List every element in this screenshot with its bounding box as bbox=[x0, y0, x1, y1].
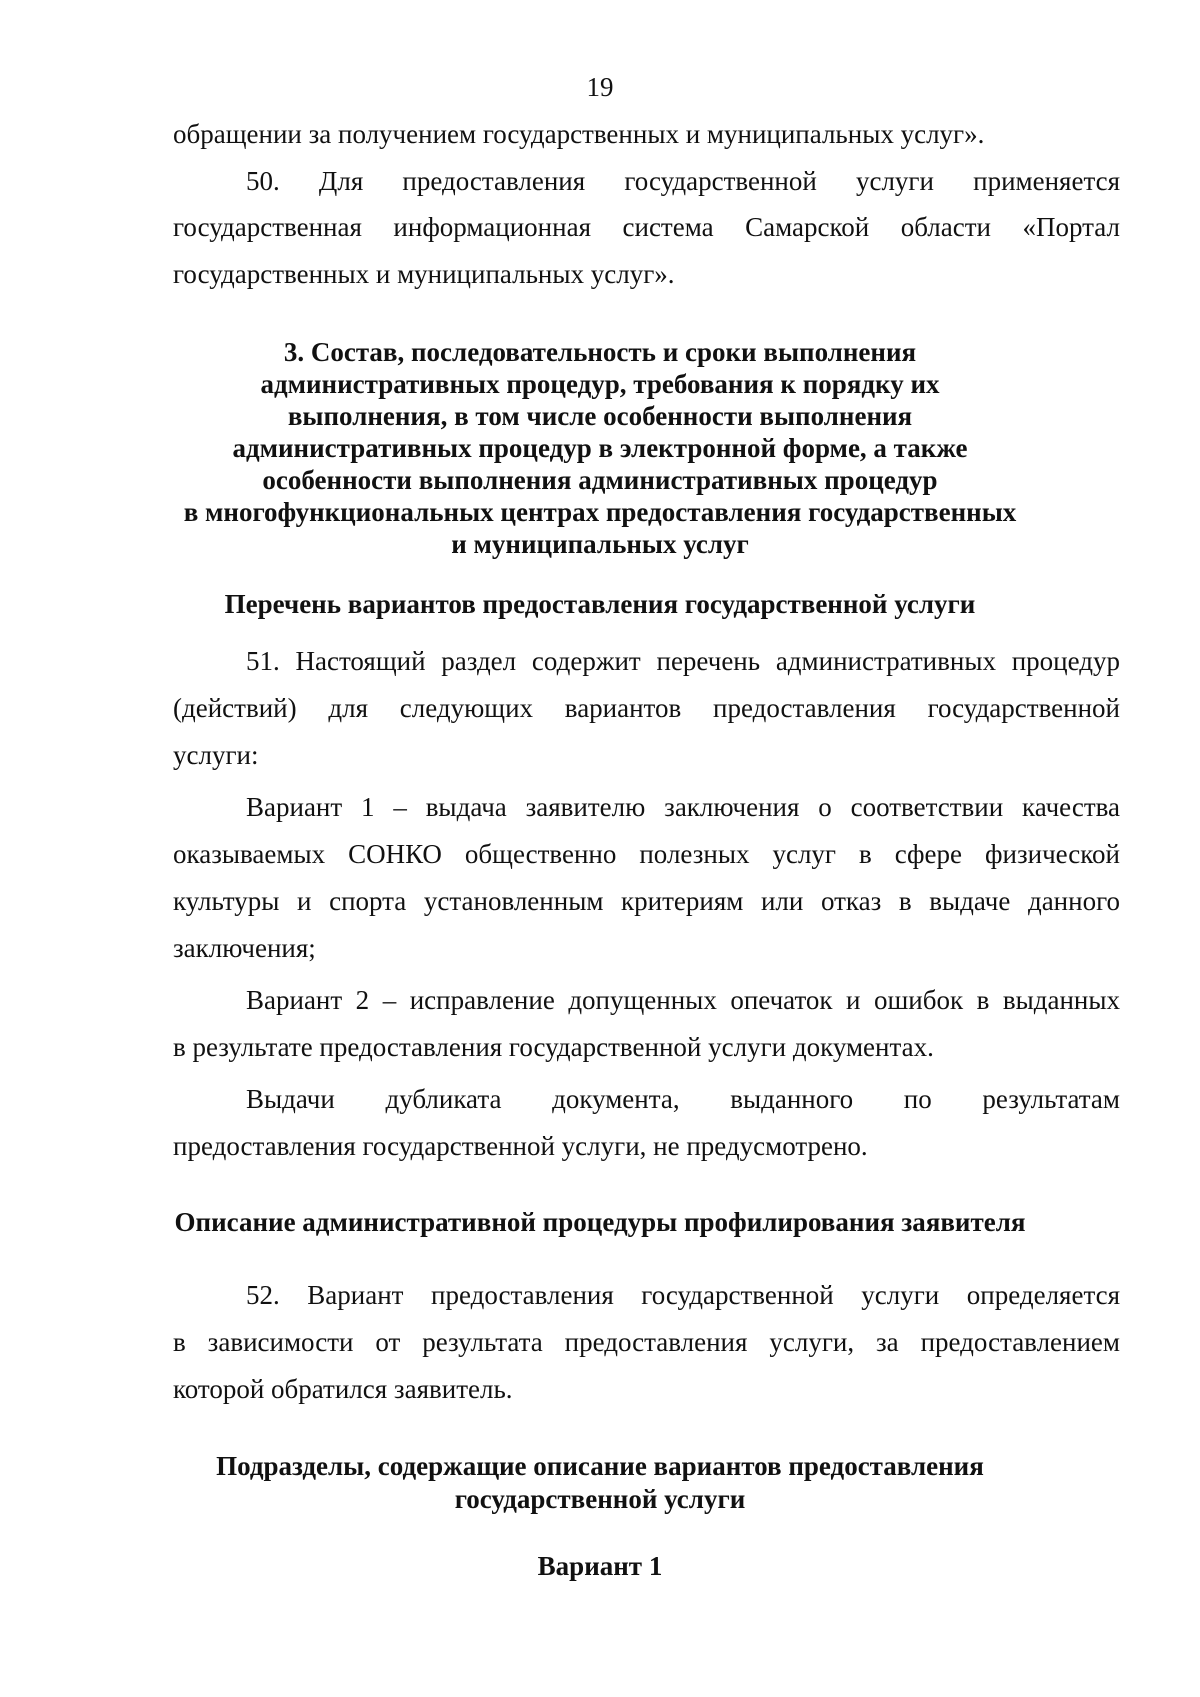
section-3-title-line-4: административных процедур в электронной форме, а также bbox=[232, 433, 968, 463]
paragraph-50-line-3: государственных и муниципальных услуг». bbox=[173, 259, 675, 289]
variant-1-line-2: оказываемых СОНКО общественно полезных услуг в сфере физической bbox=[173, 839, 1120, 869]
variant-2-line-2: в результате предоставления государственной услуги документах. bbox=[173, 1032, 934, 1062]
paragraph-50-line-1: 50. Для предоставления государственной услуги применяется bbox=[246, 166, 1120, 196]
section-3-title-line-3: выполнения, в том числе особенности выполнения bbox=[287, 401, 913, 431]
paragraph-50-line-2: государственная информационная система Самарской области «Портал bbox=[173, 212, 1120, 242]
subtitle-subsections-line-2: государственной услуги bbox=[454, 1484, 746, 1514]
subtitle-subsections-line-1: Подразделы, содержащие описание вариантов предоставления bbox=[216, 1451, 984, 1481]
paragraph-52-line-2: в зависимости от результата предоставления услуги, за предоставлением bbox=[173, 1327, 1120, 1357]
paragraph-51-line-1: 51. Настоящий раздел содержит перечень административных процедур bbox=[246, 646, 1120, 676]
section-3-title-line-6: в многофункциональных центрах предоставления государственных bbox=[183, 497, 1017, 527]
duplicate-line-2: предоставления государственной услуги, не предусмотрено. bbox=[173, 1131, 868, 1161]
variant-1-line-3: культуры и спорта установленным критериям или отказ в выдаче данного bbox=[173, 886, 1120, 916]
section-3-title-line-7: и муниципальных услуг bbox=[451, 529, 749, 559]
paragraph-52-line-3: которой обратился заявитель. bbox=[173, 1374, 513, 1404]
subtitle-variants-list: Перечень вариантов предоставления государственной услуги bbox=[224, 589, 976, 619]
subtitle-profiling: Описание административной процедуры профилирования заявителя bbox=[174, 1207, 1026, 1237]
subtitle-variant-1: Вариант 1 bbox=[537, 1551, 663, 1581]
paragraph-49-tail: обращении за получением государственных и муниципальных услуг». bbox=[173, 119, 985, 149]
section-3-title-line-2: административных процедур, требования к порядку их bbox=[260, 369, 940, 399]
variant-1-line-4: заключения; bbox=[173, 933, 316, 963]
paragraph-52-line-1: 52. Вариант предоставления государственной услуги определяется bbox=[246, 1280, 1120, 1310]
page-number: 19 bbox=[586, 72, 614, 102]
paragraph-51-line-3: услуги: bbox=[173, 740, 259, 770]
section-3-title-line-1: 3. Состав, последовательность и сроки выполнения bbox=[283, 337, 917, 367]
variant-2-line-1: Вариант 2 – исправление допущенных опечаток и ошибок в выданных bbox=[246, 985, 1120, 1015]
variant-1-line-1: Вариант 1 – выдача заявителю заключения о соответствии качества bbox=[246, 792, 1120, 822]
duplicate-line-1: Выдачи дубликата документа, выданного по результатам bbox=[246, 1084, 1120, 1114]
section-3-title-line-5: особенности выполнения административных процедур bbox=[262, 465, 938, 495]
paragraph-51-line-2: (действий) для следующих вариантов предоставления государственной bbox=[173, 693, 1120, 723]
